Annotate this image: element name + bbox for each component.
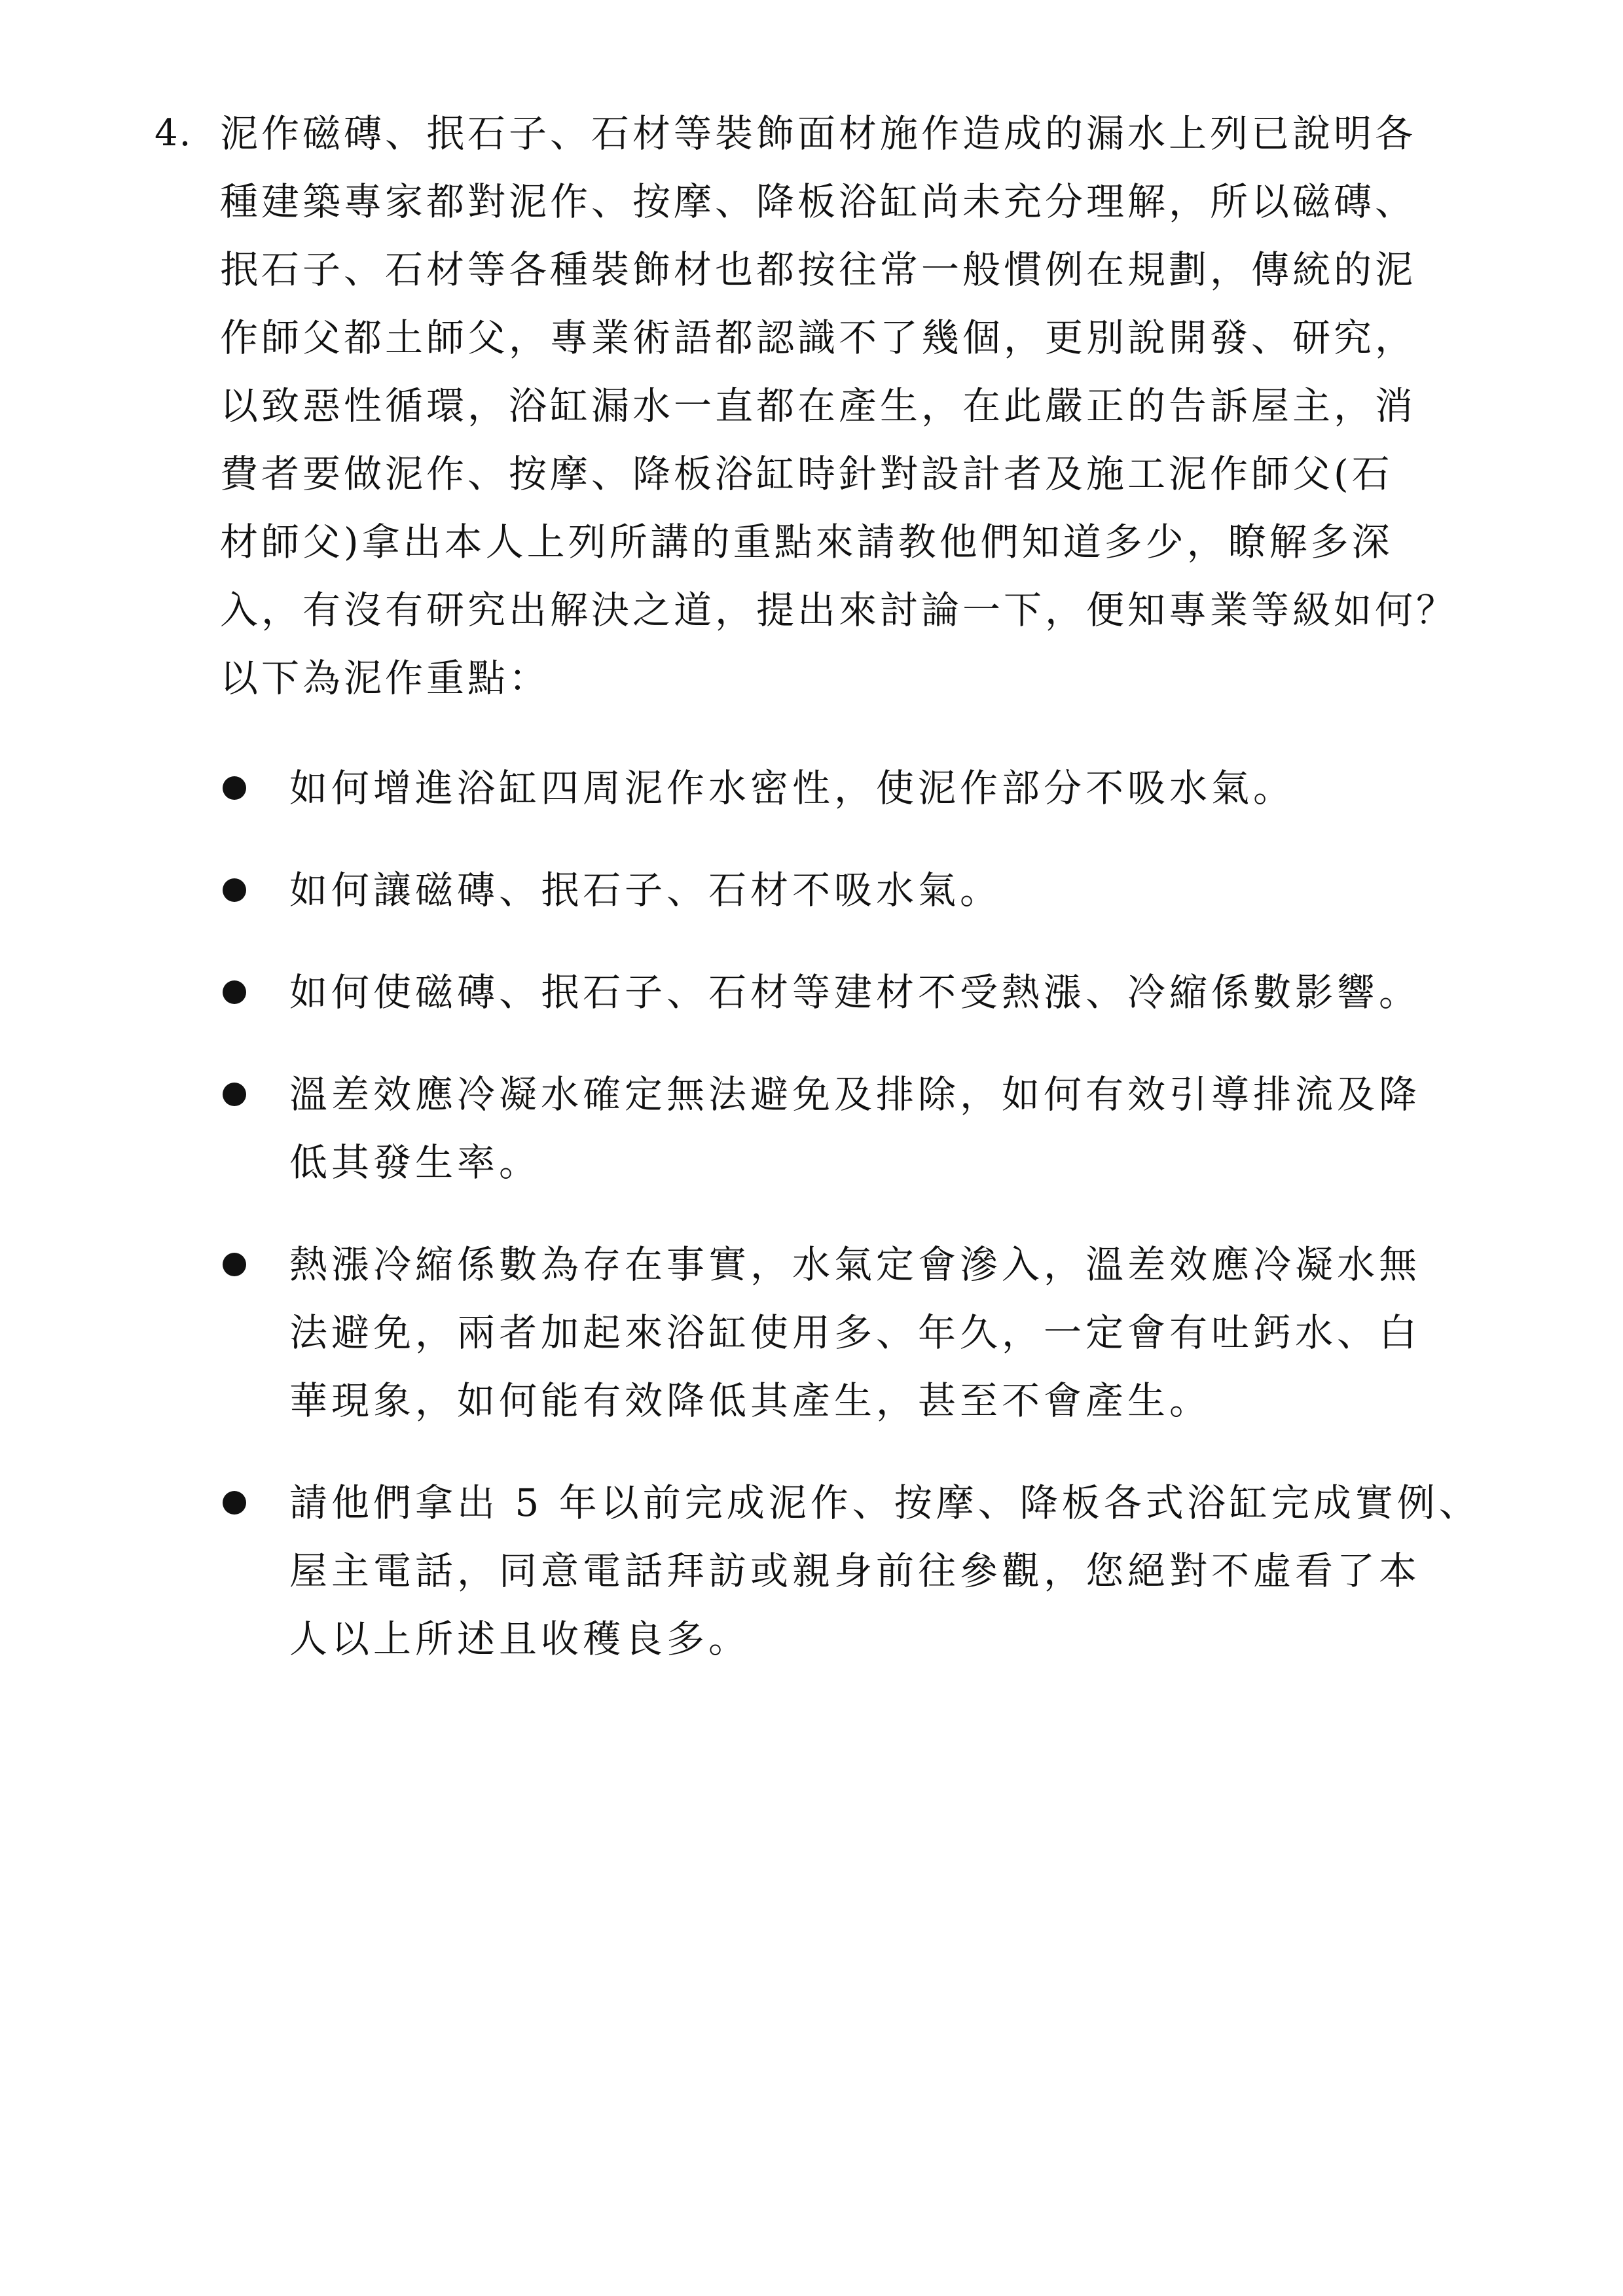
bullet-line: 人以上所述且收穫良多。 bbox=[289, 1617, 751, 1661]
paragraph-line: 材師父)拿出本人上列所講的重點來請教他們知道多少，瞭解多深 bbox=[220, 520, 1393, 564]
bullet-line: 熱漲冷縮係數為存在事實，水氣定會滲入，溫差效應冷凝水無 bbox=[289, 1242, 1421, 1287]
bullet-item bbox=[220, 1230, 1477, 1435]
bullet-dot-icon bbox=[223, 1491, 246, 1515]
bullet-dot-icon bbox=[223, 980, 246, 1004]
bullet-item bbox=[220, 1060, 1477, 1196]
paragraph-line: 泥作磁磚、抿石子、石材等裝飾面材施作造成的漏水上列已說明各 bbox=[220, 111, 1417, 156]
paragraph-line: 抿石子、石材等各種裝飾材也都按往常一般慣例在規劃，傳統的泥 bbox=[220, 247, 1417, 292]
bullet-dot-icon bbox=[223, 1253, 246, 1276]
bullet-line: 屋主電話，同意電話拜訪或親身前往參觀，您絕對不虛看了本 bbox=[289, 1549, 1421, 1593]
bullet-item bbox=[220, 1469, 1481, 1673]
bullet-line: 如何增進浴缸四周泥作水密性，使泥作部分不吸水氣。 bbox=[289, 766, 1296, 810]
bullet-list bbox=[220, 754, 1481, 1707]
bullet-dot-icon bbox=[223, 1083, 246, 1106]
bullet-dot-icon bbox=[223, 878, 246, 902]
paragraph-line: 入，有沒有研究出解決之道，提出來討論一下，便知專業等級如何？ bbox=[220, 588, 1458, 632]
bullet-line: 溫差效應冷凝水確定無法避免及排除，如何有效引導排流及降 bbox=[289, 1072, 1421, 1117]
bullet-item bbox=[220, 958, 1477, 1026]
bullet-item bbox=[220, 754, 1477, 822]
section-number: 4. bbox=[155, 112, 192, 154]
bullet-line: 請他們拿出 5 年以前完成泥作、按摩、降板各式浴缸完成實例、 bbox=[289, 1480, 1481, 1525]
paragraph-line: 作師父都土師父，專業術語都認識不了幾個，更別說開發、研究， bbox=[220, 315, 1417, 360]
bullet-line: 如何使磁磚、抿石子、石材等建材不受熱漲、冷縮係數影響。 bbox=[289, 970, 1421, 1014]
bullet-dot-icon bbox=[223, 776, 246, 800]
bullet-item bbox=[220, 856, 1477, 924]
bullet-line: 華現象，如何能有效降低其產生，甚至不會產生。 bbox=[289, 1378, 1212, 1423]
paragraph-line: 費者要做泥作、按摩、降板浴缸時針對設計者及施工泥作師父(石 bbox=[220, 452, 1393, 496]
paragraph-line: 以致惡性循環，浴缸漏水一直都在產生，在此嚴正的告訴屋主，消 bbox=[220, 384, 1417, 428]
bullet-line: 法避免，兩者加起來浴缸使用多、年久，一定會有吐鈣水、白 bbox=[289, 1310, 1421, 1355]
paragraph-line: 種建築專家都對泥作、按摩、降板浴缸尚未充分理解，所以磁磚、 bbox=[220, 179, 1417, 224]
paragraph-line: 以下為泥作重點： bbox=[220, 656, 551, 700]
bullet-line: 低其發生率。 bbox=[289, 1140, 541, 1185]
section-paragraph bbox=[220, 99, 1464, 712]
bullet-line: 如何讓磁磚、抿石子、石材不吸水氣。 bbox=[289, 868, 1002, 912]
